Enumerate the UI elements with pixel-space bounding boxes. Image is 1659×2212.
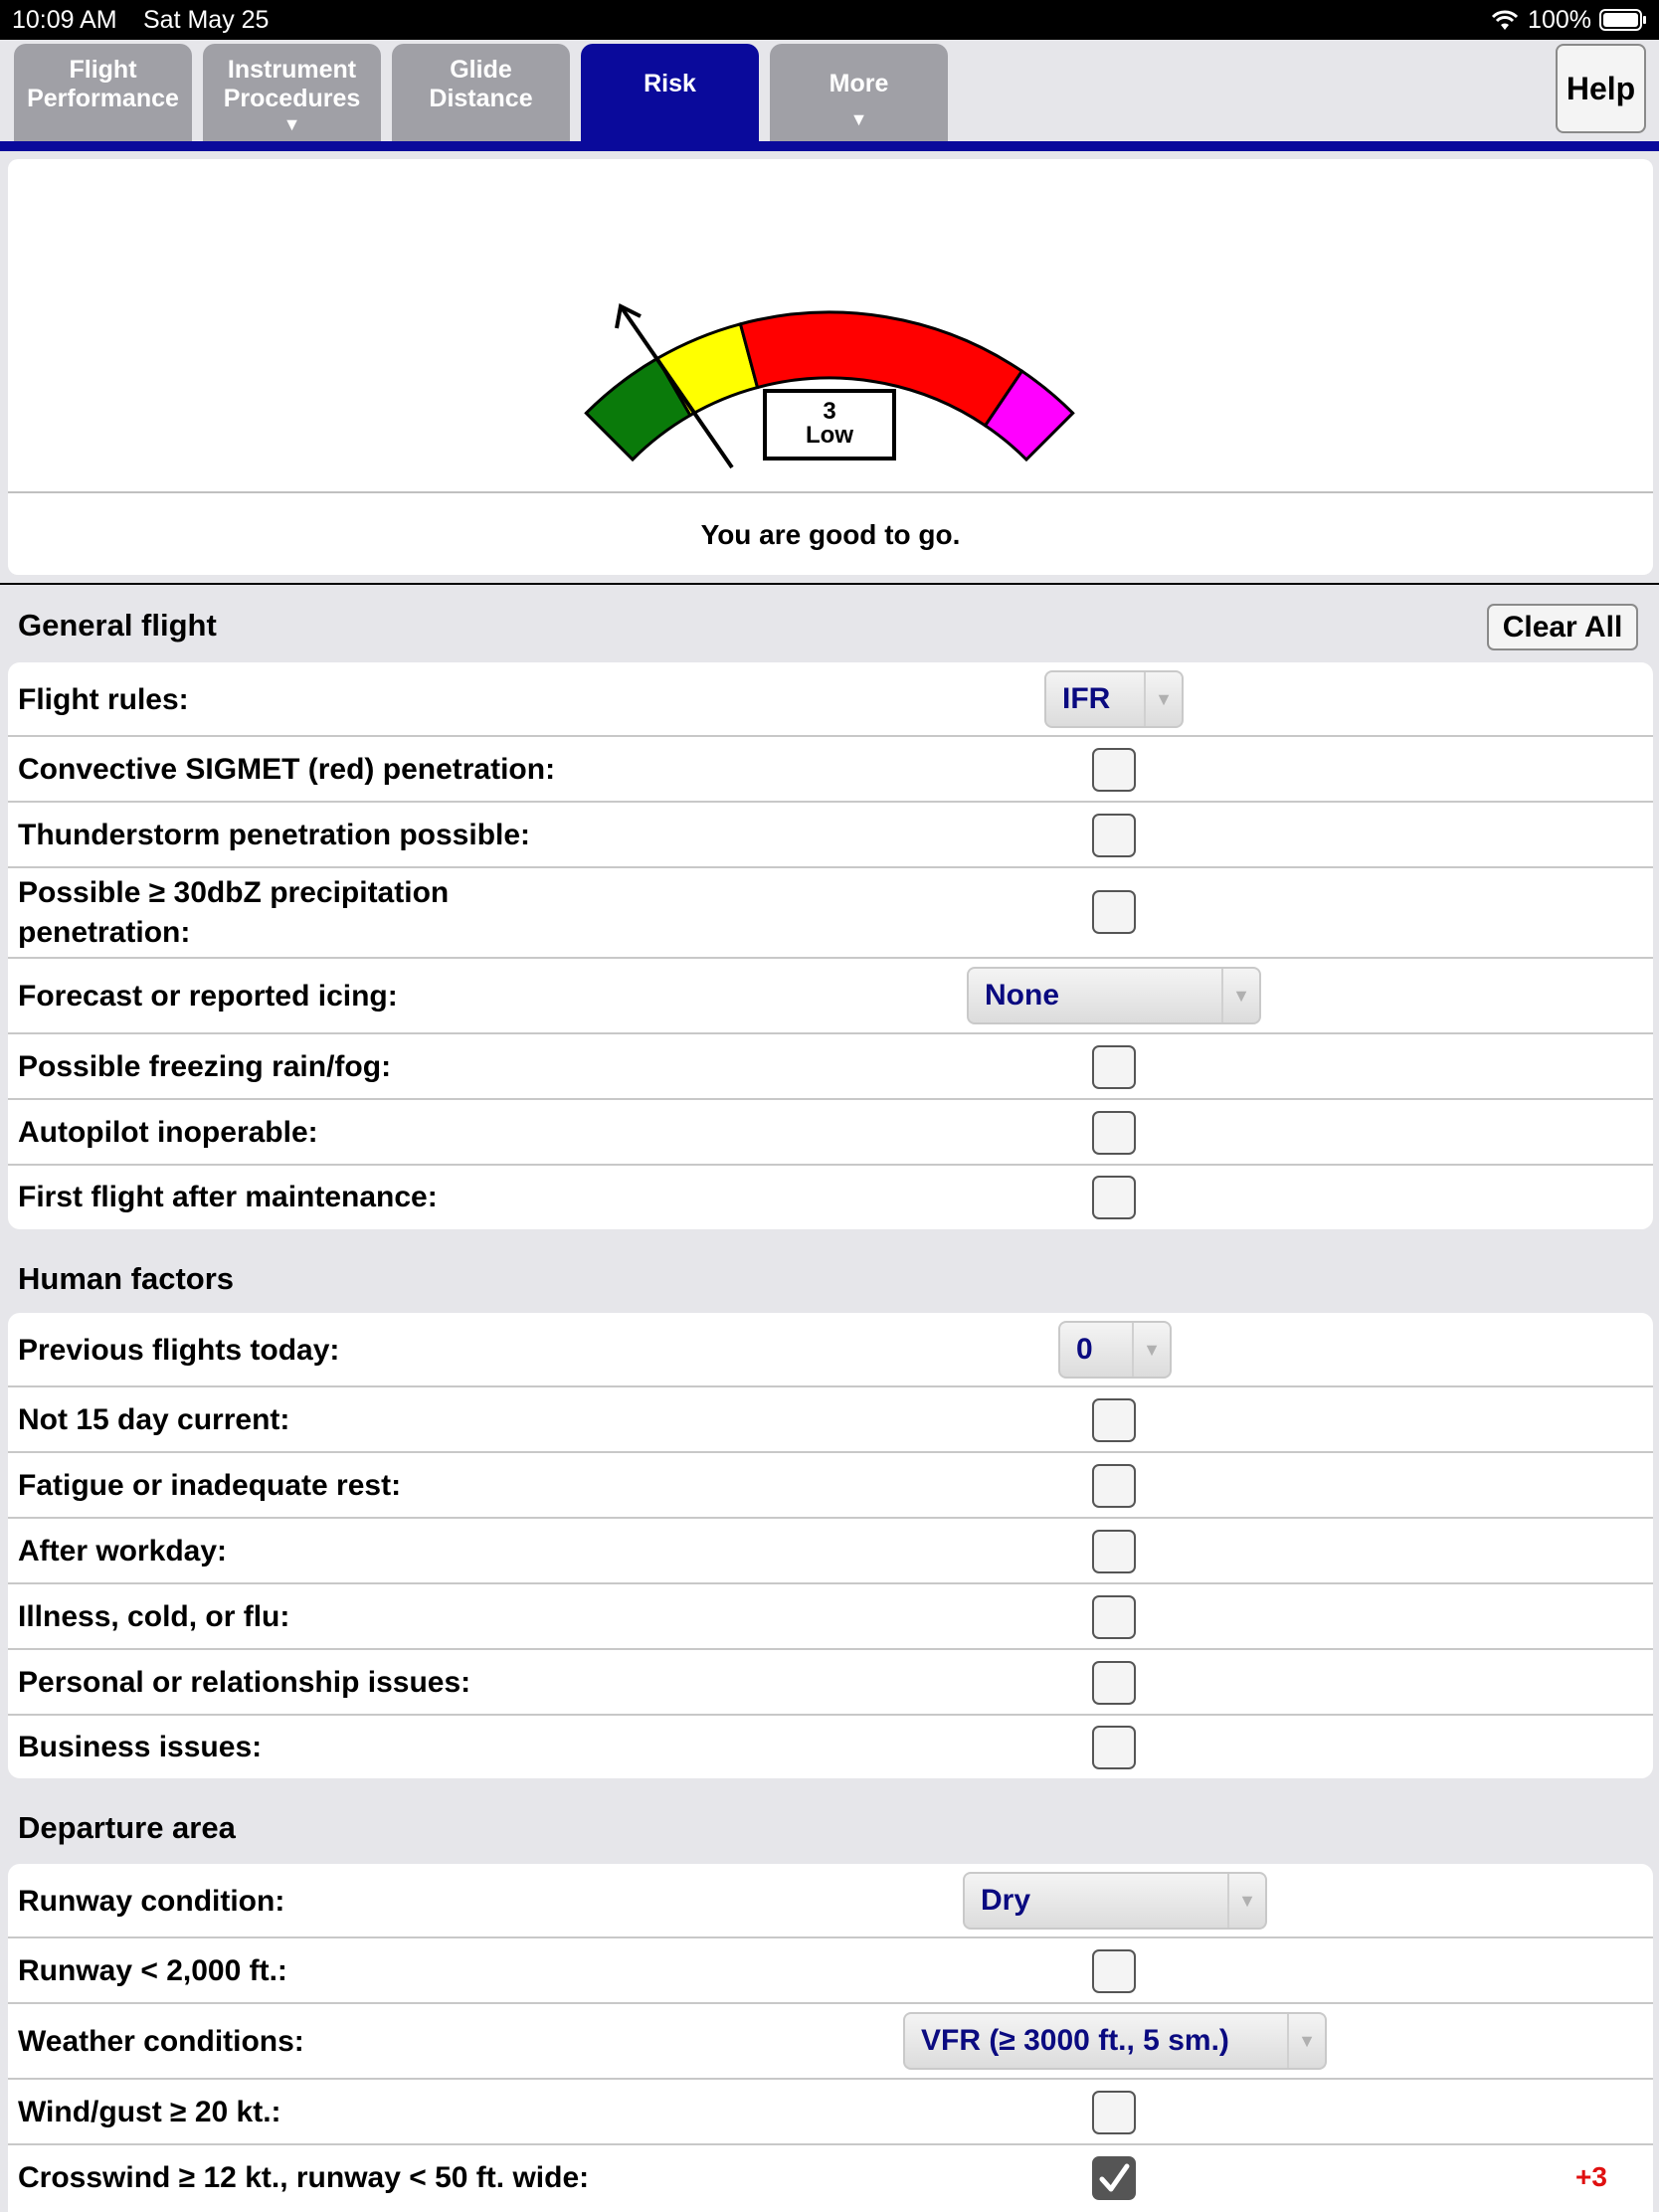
risk-message: You are good to go. (700, 519, 961, 550)
row-crosswind (8, 2145, 1653, 2211)
risk-gauge-panel (8, 159, 1653, 575)
row-first-flight (8, 1166, 1653, 1229)
row-thunderstorm (8, 803, 1653, 868)
previous-flights-select[interactable] (1058, 1321, 1172, 1379)
tab-risk[interactable] (581, 44, 759, 141)
row-label: Runway condition: (18, 1885, 285, 1918)
row-label: After workday: (18, 1535, 228, 1567)
row-label: First flight after maintenance: (18, 1181, 438, 1213)
crosswind-points: +3 (1575, 2161, 1607, 2192)
first-flight-checkbox[interactable] (1092, 1176, 1136, 1219)
tab-bar (0, 40, 1659, 141)
row-label (18, 873, 449, 953)
chevron-down-icon: ▼ (1221, 969, 1259, 1022)
row-label: Business issues: (18, 1731, 263, 1763)
short-runway-checkbox[interactable] (1092, 1949, 1136, 1993)
section-title-departure-area: Departure area (18, 1810, 236, 1845)
precipitation-checkbox[interactable] (1092, 890, 1136, 934)
fatigue-checkbox[interactable] (1092, 1464, 1136, 1508)
row-business-issues (8, 1716, 1653, 1778)
row-autopilot (8, 1100, 1653, 1166)
help-button[interactable]: Help (1556, 44, 1646, 133)
runway-condition-select[interactable] (963, 1872, 1267, 1930)
status-bar (0, 0, 1659, 40)
wifi-icon (1490, 8, 1520, 32)
row-flight-rules (8, 662, 1653, 737)
weather-conditions-select[interactable] (903, 2012, 1327, 2070)
tab-label-line1: Flight (69, 56, 137, 84)
row-short-runway (8, 1938, 1653, 2004)
row-label: Flight rules: (18, 683, 189, 716)
row-label: Illness, cold, or flu: (18, 1600, 290, 1633)
row-previous-flights (8, 1313, 1653, 1387)
tab-more[interactable] (770, 44, 948, 141)
after-workday-checkbox[interactable] (1092, 1530, 1136, 1573)
chevron-down-icon: ▼ (282, 114, 301, 134)
row-label: Personal or relationship issues: (18, 1666, 471, 1699)
tab-label: Risk (644, 70, 696, 97)
tab-label-line1: Instrument (227, 56, 357, 84)
select-value: 0 (1076, 1333, 1093, 1366)
risk-score-value: 3 (823, 398, 836, 425)
tab-label-line1: Glide (450, 56, 512, 84)
divider (8, 491, 1653, 493)
status-time: 10:09 AM (12, 6, 117, 34)
not-current-checkbox[interactable] (1092, 1398, 1136, 1442)
divider (0, 583, 1659, 585)
row-weather-conditions (8, 2004, 1653, 2080)
tab-label-line2: Performance (27, 85, 179, 112)
row-freezing-rain (8, 1034, 1653, 1100)
autopilot-checkbox[interactable] (1092, 1111, 1136, 1155)
risk-score-box (763, 389, 896, 461)
thunderstorm-checkbox[interactable] (1092, 814, 1136, 857)
row-icing (8, 959, 1653, 1034)
tab-glide-distance[interactable] (392, 44, 570, 141)
crosswind-checkbox[interactable] (1092, 2156, 1136, 2200)
tab-label: More (829, 70, 889, 97)
row-runway-condition (8, 1864, 1653, 1938)
clear-all-button[interactable]: Clear All (1487, 604, 1638, 650)
chevron-down-icon: ▼ (1144, 672, 1182, 726)
wind-gust-checkbox[interactable] (1092, 2091, 1136, 2134)
convective-sigmet-checkbox[interactable] (1092, 748, 1136, 792)
battery-icon (1599, 8, 1647, 32)
business-issues-checkbox[interactable] (1092, 1726, 1136, 1769)
illness-checkbox[interactable] (1092, 1595, 1136, 1639)
row-label-line1: Possible ≥ 30dbZ precipitation (18, 876, 450, 909)
checkmark-icon (1094, 2158, 1134, 2198)
personal-issues-checkbox[interactable] (1092, 1661, 1136, 1705)
row-label: Wind/gust ≥ 20 kt.: (18, 2096, 281, 2128)
general-flight-card (8, 662, 1653, 1229)
status-right (1490, 0, 1647, 40)
section-title-human-factors: Human factors (18, 1261, 235, 1296)
row-label: Not 15 day current: (18, 1403, 290, 1436)
row-label: Possible freezing rain/fog: (18, 1050, 392, 1083)
risk-score-level: Low (806, 422, 853, 449)
tab-flight-performance[interactable] (14, 44, 192, 141)
row-after-workday (8, 1519, 1653, 1584)
row-personal-issues (8, 1650, 1653, 1716)
chevron-down-icon: ▼ (1227, 1874, 1265, 1928)
chevron-down-icon: ▼ (1287, 2014, 1325, 2068)
row-not-current (8, 1387, 1653, 1453)
chevron-down-icon: ▼ (1132, 1323, 1170, 1377)
icing-select[interactable] (967, 967, 1261, 1024)
row-fatigue (8, 1453, 1653, 1519)
row-precipitation (8, 868, 1653, 959)
row-label: Previous flights today: (18, 1334, 340, 1367)
row-label: Forecast or reported icing: (18, 980, 398, 1013)
row-label: Convective SIGMET (red) penetration: (18, 753, 556, 786)
row-label: Runway < 2,000 ft.: (18, 1954, 287, 1987)
row-label: Fatigue or inadequate rest: (18, 1469, 402, 1502)
select-value: Dry (981, 1884, 1031, 1917)
status-date: Sat May 25 (143, 6, 270, 34)
tab-instrument-procedures[interactable] (203, 44, 381, 141)
row-label: Crosswind ≥ 12 kt., runway < 50 ft. wide: (18, 2161, 590, 2194)
section-title-general-flight: General flight (18, 608, 217, 643)
departure-area-card (8, 1864, 1653, 2212)
human-factors-card (8, 1313, 1653, 1778)
tab-label-line2: Procedures (223, 85, 361, 112)
row-wind-gust (8, 2080, 1653, 2145)
select-value: VFR (≥ 3000 ft., 5 sm.) (921, 2024, 1229, 2057)
row-label-line2: penetration: (18, 916, 191, 949)
select-value: None (985, 979, 1059, 1012)
row-label: Autopilot inoperable: (18, 1116, 318, 1149)
tab-label-line2: Distance (429, 85, 533, 112)
tab-underline (0, 141, 1659, 151)
row-label: Thunderstorm penetration possible: (18, 819, 531, 851)
chevron-down-icon: ▼ (849, 109, 868, 129)
select-value: IFR (1062, 682, 1111, 715)
freezing-rain-checkbox[interactable] (1092, 1045, 1136, 1089)
battery-percent: 100% (1528, 6, 1591, 34)
row-convective-sigmet (8, 737, 1653, 803)
row-label: Weather conditions: (18, 2025, 304, 2058)
row-illness (8, 1584, 1653, 1650)
flight-rules-select[interactable] (1044, 670, 1184, 728)
